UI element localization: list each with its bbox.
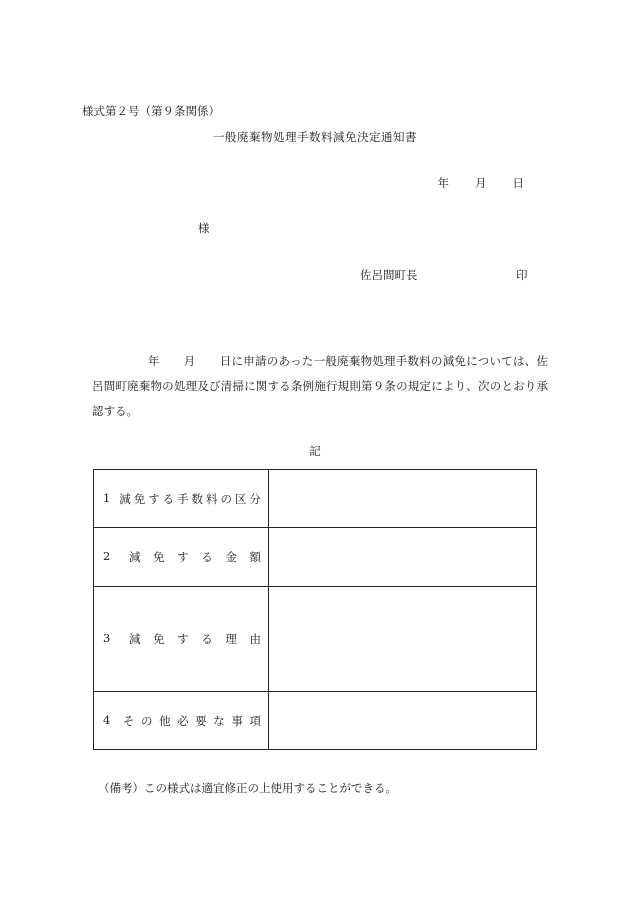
row-label-char: 項 bbox=[249, 713, 261, 728]
row-label-char: 分 bbox=[249, 491, 261, 506]
row-label-char: す bbox=[177, 550, 189, 564]
issuer-line bbox=[360, 268, 528, 282]
row-value-cell[interactable] bbox=[268, 587, 536, 692]
row-label-char: 減 bbox=[119, 491, 131, 506]
row-label bbox=[103, 549, 261, 565]
row-value-cell[interactable] bbox=[268, 528, 536, 587]
row-number: 2 bbox=[103, 549, 111, 563]
row-label-char: 事 bbox=[231, 713, 243, 728]
row-label-char: 区 bbox=[234, 491, 247, 506]
row-label-char: 免 bbox=[153, 632, 165, 646]
row-label-char: 手 bbox=[177, 491, 189, 506]
row-label-cell bbox=[94, 528, 269, 587]
addressee-suffix: 様 bbox=[198, 221, 210, 235]
row-label-char: の bbox=[140, 713, 153, 728]
table-row bbox=[94, 470, 537, 528]
date-month-label: 月 bbox=[475, 176, 487, 190]
document-title: 一般廃棄物処理手数料減免決定通知書 bbox=[213, 130, 417, 144]
row-label-char: 金 bbox=[225, 550, 237, 564]
row-label-char: 料 bbox=[206, 491, 218, 506]
row-label bbox=[103, 631, 261, 647]
row-value-cell[interactable] bbox=[268, 470, 536, 528]
row-label-char: 額 bbox=[249, 550, 261, 564]
row-label bbox=[103, 713, 261, 729]
form-number: 様式第２号（第９条関係） bbox=[82, 104, 220, 118]
remarks-note: （備考）この様式は適宜修正の上使用することができる。 bbox=[98, 781, 397, 795]
row-label-char: す bbox=[177, 632, 189, 646]
row-label-char: の bbox=[220, 491, 232, 506]
row-label-char: 理 bbox=[225, 632, 237, 646]
body-date-month: 月 bbox=[183, 354, 196, 368]
row-label-char: 免 bbox=[153, 550, 165, 564]
body-paragraph bbox=[92, 349, 548, 424]
row-label-char: る bbox=[201, 550, 213, 564]
table-row bbox=[94, 692, 537, 750]
ki-label: 記 bbox=[309, 444, 321, 458]
seal-mark: 印 bbox=[516, 268, 528, 282]
row-number: 3 bbox=[103, 631, 111, 645]
table-row bbox=[94, 528, 537, 587]
row-label-char: 他 bbox=[159, 713, 171, 728]
issuer-name: 佐呂間町長 bbox=[360, 268, 418, 282]
row-label-char: 免 bbox=[133, 491, 146, 506]
row-label-char: 減 bbox=[128, 632, 141, 646]
row-label-cell bbox=[94, 692, 269, 750]
row-label-cell bbox=[94, 587, 269, 692]
table-row bbox=[94, 587, 537, 692]
row-label-char: な bbox=[213, 713, 225, 728]
body-date-year: 年 bbox=[148, 354, 160, 368]
row-label-char: 由 bbox=[249, 632, 261, 646]
row-label-char: そ bbox=[122, 713, 135, 728]
date-line bbox=[438, 178, 525, 190]
row-label-char: 数 bbox=[191, 491, 204, 506]
row-value-cell[interactable] bbox=[268, 692, 536, 750]
row-label-char: 必 bbox=[177, 713, 189, 728]
row-number: 1 bbox=[103, 490, 111, 505]
details-table bbox=[93, 469, 537, 750]
row-number: 4 bbox=[103, 712, 111, 727]
body-text: 日に申請のあった一般廃棄物処理手数料の減免については、佐呂間町廃棄物の処理及び清掃に関する条例施行規則第９条の規定により、次のとおり承認する。 bbox=[92, 354, 549, 418]
row-label-char: す bbox=[148, 491, 160, 506]
row-label-char: る bbox=[201, 632, 213, 646]
row-label-cell bbox=[94, 470, 269, 528]
date-year-label: 年 bbox=[437, 176, 449, 190]
row-label-char: る bbox=[162, 491, 175, 506]
row-label bbox=[103, 491, 261, 507]
date-day-label: 日 bbox=[512, 176, 524, 190]
row-label-char: 要 bbox=[195, 713, 207, 728]
row-label-char: 減 bbox=[128, 550, 141, 564]
